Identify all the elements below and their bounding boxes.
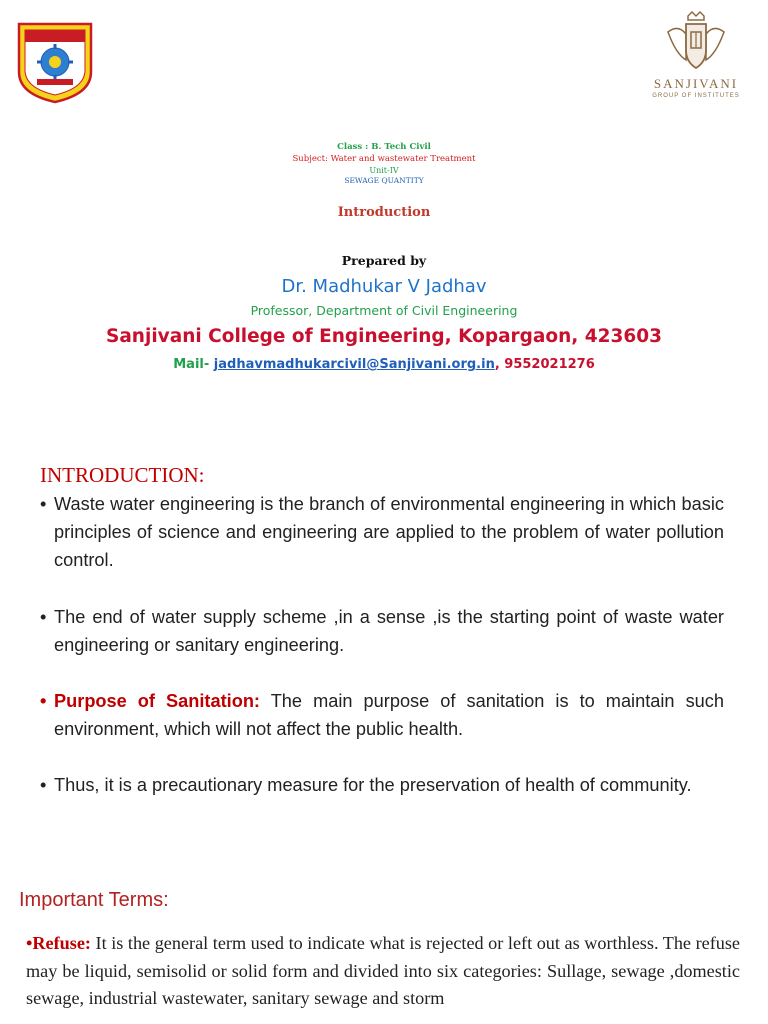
bullet-icon: • <box>40 606 47 627</box>
bullet-text: The end of water supply scheme ,in a sense ,is the starting point of waste water engineering or sanitary engineering. <box>54 606 724 655</box>
bullet-icon: • <box>40 775 47 796</box>
class-line: Class : B. Tech Civil <box>337 142 431 152</box>
introduction-list <box>40 490 724 828</box>
introduction-heading: INTRODUCTION: <box>40 463 205 487</box>
refuse-keyword: Refuse: <box>32 933 91 953</box>
sanjivani-subtitle: GROUP OF INSTITUTES <box>652 93 740 99</box>
list-item <box>40 490 724 575</box>
phone-number: 9552021276 <box>504 357 595 372</box>
college-logo <box>15 20 95 104</box>
list-item <box>40 687 724 743</box>
separator: , <box>494 357 505 372</box>
important-terms-heading: Important Terms: <box>19 889 169 911</box>
topic-line: SEWAGE QUANTITY <box>344 176 424 185</box>
bullet-keyword: Purpose of Sanitation: <box>54 691 260 712</box>
refuse-definition <box>26 930 740 1013</box>
bullet-icon: • <box>40 494 47 514</box>
bullet-text: Thus, it is a precautionary measure for the preservation of health of community. <box>54 775 692 796</box>
mail-label: Mail- <box>173 357 214 372</box>
intro-title: Introduction <box>337 205 431 220</box>
list-item <box>40 771 724 799</box>
prepared-by: Prepared by <box>341 253 427 268</box>
author-name: Dr. Madhukar V Jadhav <box>281 276 487 297</box>
email-link[interactable]: jadhavmadhukarcivil@Sanjivani.org.in <box>213 357 495 372</box>
contact-line <box>0 357 768 372</box>
sanjivani-brand: SANJIVANI <box>653 76 739 91</box>
bullet-text: Waste water engineering is the branch of environmental engineering in which basic principles of science and engineering are applied to the problem of water pollution control. <box>54 494 724 571</box>
college-name: Sanjivani College of Engineering, Kopargaon, 423603 <box>106 326 662 347</box>
sanjivani-logo <box>646 10 746 108</box>
unit-line: Unit-IV <box>369 166 399 175</box>
refuse-text: It is the general term used to indicate what is rejected or left out as worthless. The refuse may be liquid, semisolid or solid form and divided into six categories: Sullage, sewage ,domestic sewage, industrial wastewater, sanitary sewage and storm <box>26 933 740 1008</box>
crest-icon <box>664 10 728 74</box>
bullet-icon: • <box>26 933 33 953</box>
bullet-text: The main purpose of sanitation is to maintain such environment, which will not affect the public health. <box>54 691 724 740</box>
author-role: Professor, Department of Civil Engineering <box>250 303 518 318</box>
subject-line: Subject: Water and wastewater Treatment <box>292 154 476 164</box>
list-item <box>40 603 724 659</box>
bullet-icon: • <box>40 691 47 712</box>
